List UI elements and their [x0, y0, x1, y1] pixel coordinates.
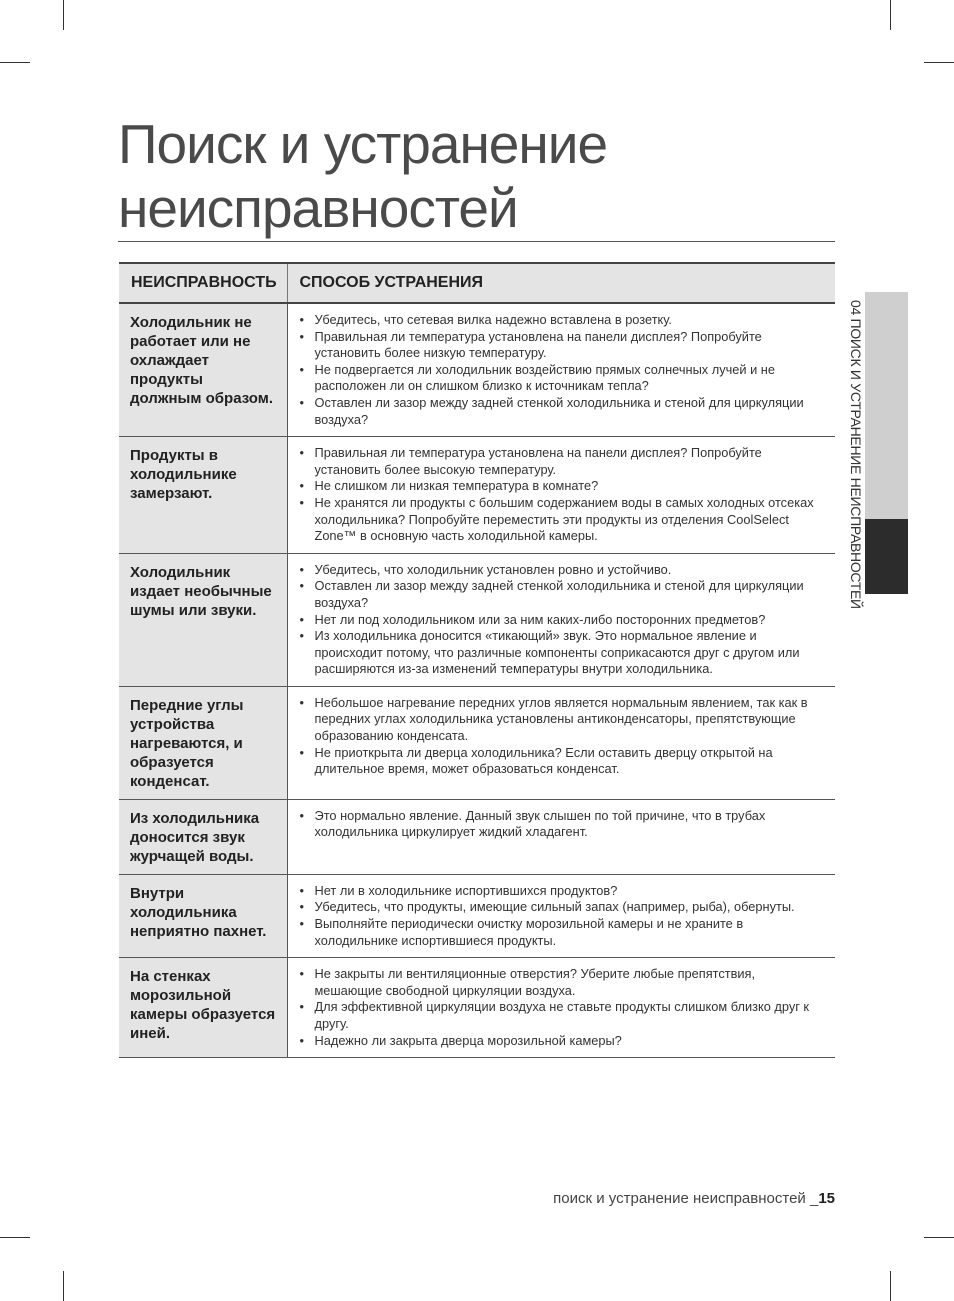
- table-row: [119, 303, 835, 437]
- solution-list: [300, 695, 826, 778]
- problem-cell: Холодильник не работает или не охлаждает продукты должным образом.: [119, 303, 287, 437]
- solution-item: • Не хранятся ли продукты с большим содержанием воды в самых холодных отсеках холодильника? Попробуйте переместить эти продукты из отделения CoolSelect Zone™ в основную часть холодильной камеры.: [300, 495, 826, 545]
- crop-mark: [0, 1237, 30, 1238]
- solution-item: • Не подвергается ли холодильник воздействию прямых солнечных лучей и не расположен ли он слишком близко к источникам тепла?: [300, 362, 826, 395]
- side-tab-label: 04 ПОИСК И УСТРАНЕНИЕ НЕИСПРАВНОСТЕЙ: [848, 300, 864, 609]
- solution-list: [300, 445, 826, 545]
- solution-item: • Небольшое нагревание передних углов является нормальным явлением, так как в передних углах холодильника установлены антиконденсаторы, препятствующие образованию конденсата.: [300, 695, 826, 745]
- solution-item: • Не слишком ли низкая температура в комнате?: [300, 478, 826, 495]
- table-row: [119, 686, 835, 799]
- footer-text: поиск и устранение неисправностей _: [553, 1190, 819, 1207]
- page-title: [118, 112, 818, 240]
- solution-item: • Оставлен ли зазор между задней стенкой холодильника и стеной для циркуляции воздуха?: [300, 395, 826, 428]
- problem-cell: На стенках морозильной камеры образуется иней.: [119, 958, 287, 1058]
- side-tab: [865, 292, 908, 519]
- solution-item: • Не закрыты ли вентиляционные отверстия? Уберите любые препятствия, мешающие свободной циркуляции воздуха.: [300, 966, 826, 999]
- solution-item: • Это нормально явление. Данный звук слышен по той причине, что в трубах холодильника циркулирует жидкий хладагент.: [300, 808, 826, 841]
- page-footer: [553, 1190, 835, 1207]
- side-tab-marker: [865, 519, 908, 594]
- solution-cell: [287, 686, 835, 799]
- solution-list: [300, 808, 826, 841]
- page-title-line1: Поиск и устранение: [118, 113, 608, 175]
- solution-item: • Из холодильника доносится «тикающий» звук. Это нормальное явление и происходит потому, что различные компоненты соприкасаются друг с другом или расширяются из-за изменений температуры внутри холодильника.: [300, 628, 826, 678]
- table-row: [119, 437, 835, 554]
- problem-cell: Передние углы устройства нагреваются, и образуется конденсат.: [119, 686, 287, 799]
- crop-mark: [924, 1237, 954, 1238]
- solution-cell: [287, 874, 835, 957]
- solution-list: [300, 312, 826, 428]
- crop-mark: [0, 62, 30, 63]
- solution-list: [300, 562, 826, 678]
- solution-item: • Оставлен ли зазор между задней стенкой холодильника и стеной для циркуляции воздуха?: [300, 578, 826, 611]
- solution-item: • Нет ли в холодильнике испортившихся продуктов?: [300, 883, 826, 900]
- crop-mark: [924, 62, 954, 63]
- solution-item: • Надежно ли закрыта дверца морозильной камеры?: [300, 1033, 826, 1050]
- solution-item: • Для эффективной циркуляции воздуха не ставьте продукты слишком близко друг к другу.: [300, 999, 826, 1032]
- solution-cell: [287, 437, 835, 554]
- solution-item: • Правильная ли температура установлена на панели дисплея? Попробуйте установить более высокую температуру.: [300, 445, 826, 478]
- table-row: [119, 553, 835, 686]
- header-problem: НЕИСПРАВНОСТЬ: [119, 263, 287, 303]
- table-row: [119, 874, 835, 957]
- crop-mark: [63, 1271, 64, 1301]
- problem-cell: Из холодильника доносится звук журчащей воды.: [119, 799, 287, 874]
- problem-cell: Внутри холодильника неприятно пахнет.: [119, 874, 287, 957]
- solution-cell: [287, 553, 835, 686]
- solution-item: • Убедитесь, что холодильник установлен ровно и устойчиво.: [300, 562, 826, 579]
- solution-item: • Выполняйте периодически очистку морозильной камеры и не храните в холодильнике испортившиеся продукты.: [300, 916, 826, 949]
- table-header-row: [119, 263, 835, 303]
- solution-item: • Правильная ли температура установлена на панели дисплея? Попробуйте установить более низкую температуру.: [300, 329, 826, 362]
- problem-cell: Продукты в холодильнике замерзают.: [119, 437, 287, 554]
- solution-item: • Не приоткрыта ли дверца холодильника? Если оставить дверцу открытой на длительное время, может образоваться конденсат.: [300, 745, 826, 778]
- crop-mark: [890, 1271, 891, 1301]
- solution-item: • Убедитесь, что продукты, имеющие сильный запах (например, рыба), обернуты.: [300, 899, 826, 916]
- solution-cell: [287, 958, 835, 1058]
- title-divider: [118, 241, 835, 242]
- troubleshooting-table: [119, 262, 835, 1058]
- table-row: [119, 958, 835, 1058]
- solution-list: [300, 966, 826, 1049]
- solution-item: • Нет ли под холодильником или за ним каких-либо посторонних предметов?: [300, 612, 826, 629]
- solution-cell: [287, 303, 835, 437]
- problem-cell: Холодильник издает необычные шумы или звуки.: [119, 553, 287, 686]
- table-row: [119, 799, 835, 874]
- crop-mark: [890, 0, 891, 30]
- solution-list: [300, 883, 826, 949]
- header-solution: СПОСОБ УСТРАНЕНИЯ: [287, 263, 835, 303]
- table-body: [119, 303, 835, 1058]
- page-title-line2: неисправностей: [118, 177, 518, 239]
- solution-cell: [287, 799, 835, 874]
- page-number: 15: [818, 1190, 835, 1207]
- crop-mark: [63, 0, 64, 30]
- solution-item: • Убедитесь, что сетевая вилка надежно вставлена в розетку.: [300, 312, 826, 329]
